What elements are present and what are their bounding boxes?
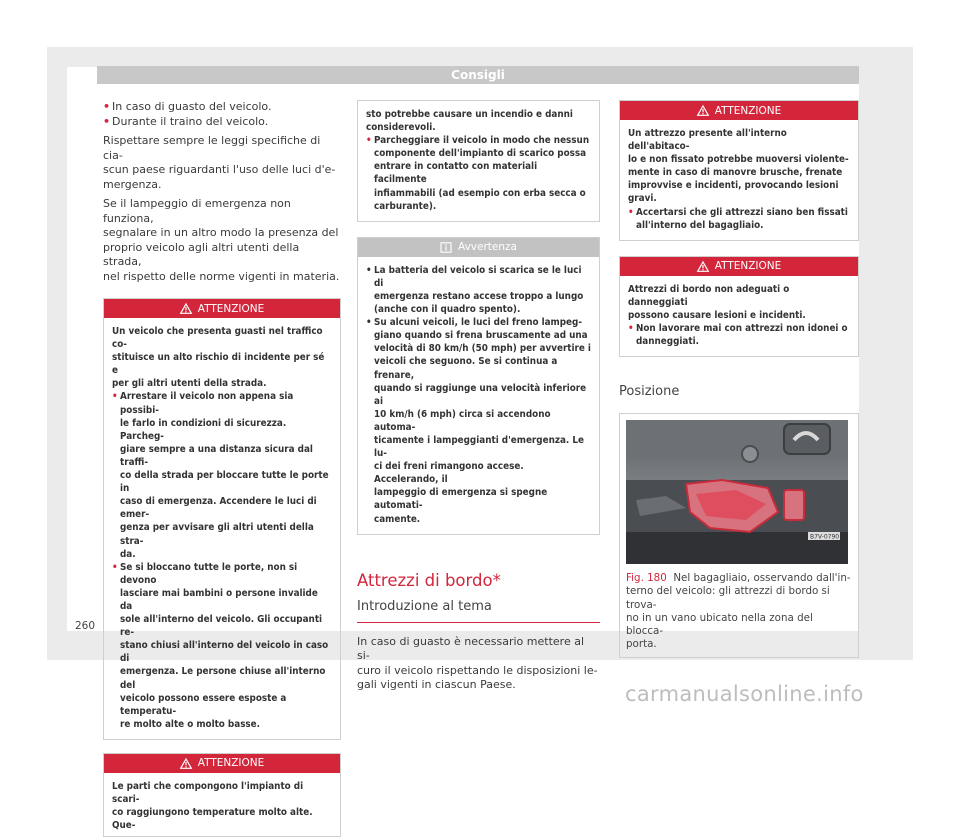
position-heading <box>619 381 859 403</box>
warning-box <box>103 298 341 740</box>
warning-box <box>103 753 341 837</box>
column-3 <box>619 100 859 658</box>
paragraph: In caso di guasto è necessario mettere al si- curo il veicolo rispettando le disposizioni le- gali vigenti in ciascun Paese. <box>357 634 598 692</box>
warning-text: Un attrezzo presente all'interno dell'abitaco- lo e non fissato potrebbe muoversi violente- mente in caso di manovre brusche, frenate improvvise e incidenti, provocando lesioni gravi. • Accertarsi che gli attrezzi siano ben fissati all'interno del bagagliaio. <box>628 128 849 231</box>
figure-number: Fig. 180 <box>626 572 667 585</box>
note-text: • La batteria del veicolo si scarica se le luci di emergenza restano accese troppo a lungo (anche con il quadro spento). • Su alcuni veicoli, le luci del freno lampeg- giano quando si frena bruscamente ad una velocità di 80 km/h (50 mph) per avvertire i veicoli che seguono. Se si continua a frenare, quando si raggiunge una velocità inferiore ai 10 km/h (6 mph) circa si accendono automa- ticamente i lampeggianti d'emergenza. Le lu- ci dei freni rimangono accese. Accelerando, il lampeggio di emergenza si spegne automati- camente. <box>366 264 591 525</box>
paragraph: Rispettare sempre le leggi specifiche di cia- scun paese riguardanti l'uso delle luci d'e- mergenza. <box>103 134 336 191</box>
warning-text: Attrezzi di bordo non adeguati o danneggiati possono causare lesioni e incidenti. • Non lavorare mai con attrezzi non idonei o danneggiati. <box>628 283 848 348</box>
note-box <box>357 237 600 535</box>
warning-box <box>619 256 859 357</box>
warning-triangle-icon <box>697 261 709 272</box>
column-2 <box>357 100 600 693</box>
figure-caption: Fig. 180 Nel bagagliaio, osservando dall'in- terno del veicolo: gli attrezzi di bordo si trova- no in un vano ubicato nella zona del blocca- porta. <box>626 572 851 651</box>
list-item: • In caso di guasto del veicolo. <box>103 100 272 113</box>
warning-header: ATTENZIONE <box>620 257 858 276</box>
warning-triangle-icon <box>180 303 192 314</box>
bullet-list <box>103 100 341 129</box>
warning-header: ATTENZIONE <box>104 754 340 773</box>
warning-header: ATTENZIONE <box>104 299 340 318</box>
figure-code: B7V-0790 <box>810 533 840 541</box>
figure <box>619 413 859 658</box>
watermark[interactable]: carmanualsonline.info <box>625 682 864 706</box>
column-1 <box>103 100 341 837</box>
note-header: Avvertenza <box>358 238 599 257</box>
position-title: Posizione <box>619 384 680 400</box>
list-item: • Durante il traino del veicolo. <box>103 114 269 128</box>
section-title: Attrezzi di bordo* <box>357 570 501 590</box>
warning-text: sto potrebbe causare un incendio e danni considerevoli. • Parcheggiare il veicolo in modo che nessun componente dell'impianto di scarico possa entrare in contatto con materiali facilmente infiammabili (ad esempio con erba secca o carburante). <box>366 109 590 212</box>
warning-text: Un veicolo che presenta guasti nel traffico co- stituisce un alto rischio di incidente per sé e per gli altri utenti della strada. • Arrestare il veicolo non appena sia possibi- le farlo in condizioni di sicurezza. Parcheg- giare sempre a una distanza sicura dal traffi- co della strada per bloccare tutte le porte in caso di emergenza. Accendere le luci di emer- genza per avvisare gli altri utenti della stra- da. • Se si bloccano tutte le porte, non si devono lasciare mai bambini o persone invalide da sole all'interno del veicolo. Gli occupanti re- stano chiusi all'interno del veicolo in caso di emergenza. Le persone chiuse all'interno del veicolo possono essere esposte a temperatu- re molto alte o molto basse. <box>112 326 329 730</box>
section-subtitle: Introduzione al tema <box>357 598 492 614</box>
warning-header: ATTENZIONE <box>620 101 858 120</box>
section-heading <box>357 571 600 623</box>
warning-box <box>619 100 859 241</box>
warning-triangle-icon <box>697 105 709 116</box>
section-header: Consigli <box>97 66 859 84</box>
trunk-tools-photo <box>626 420 848 564</box>
divider <box>357 622 600 623</box>
warning-triangle-icon <box>180 758 192 769</box>
paragraph: Se il lampeggio di emergenza non funziona, segnalare in un altro modo la presenza del proprio veicolo agli altri utenti della strada, nel rispetto delle norme vigenti in materia. <box>103 197 340 283</box>
note-icon <box>440 242 452 253</box>
warning-box-continued <box>357 100 600 222</box>
warning-text: Le parti che compongono l'impianto di scari- co raggiungono temperature molto alte. Que- <box>112 780 313 832</box>
page-number: 260 <box>75 620 96 632</box>
